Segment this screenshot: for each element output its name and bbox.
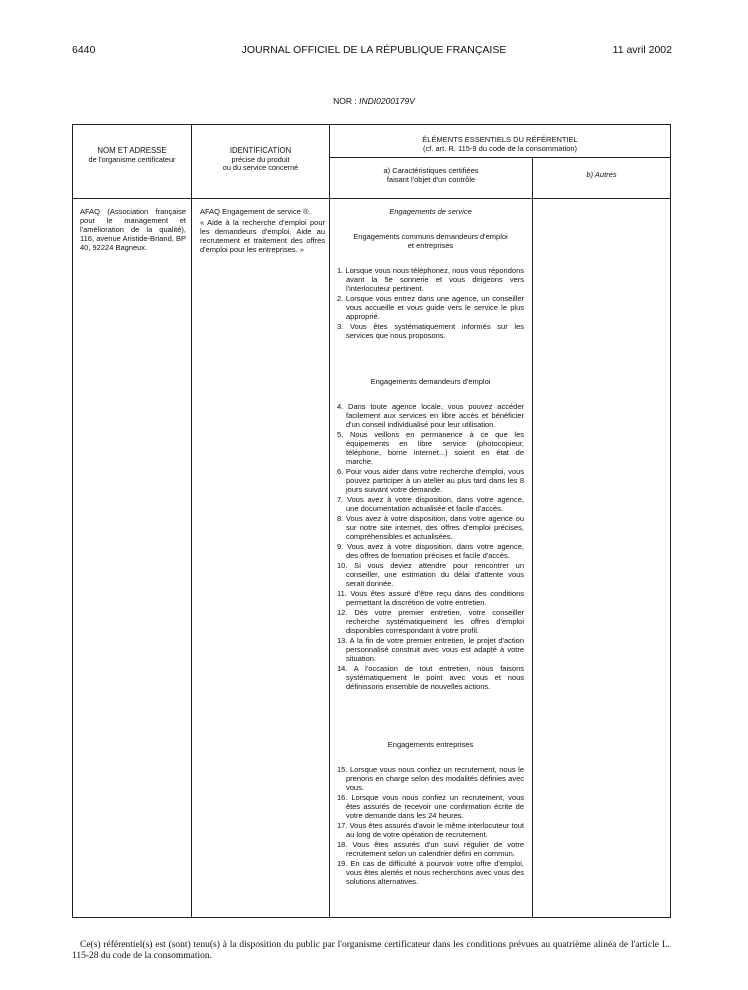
subheader-caracteristiques-line2: faisant l'objet d'un contrôle [386,175,476,184]
list-item: 8. Vous avez à votre disposition, dans votre agence ou sur notre site internet, des offres d'emploi précises, compréhensibles et actualisées. [337,514,524,541]
column-header-organisme [73,125,192,199]
subheader-autres: b) Autres [533,158,671,199]
list-item: 19. En cas de difficulté à pourvoir votre offre d'emploi, vous êtes alertés et nous recherchons avec vous des solutions alternatives. [337,859,524,886]
column-header-identification-line1: IDENTIFICATION [229,146,292,155]
subheader-caracteristiques [330,158,533,199]
publication-date: 11 avril 2002 [612,44,672,56]
organisme-text: AFAQ (Association française pour le management et l'amélioration de la qualité), 116, avenue Aristide-Briand, BP 40, 92224 Bagneux. [80,207,186,252]
group3-title: Engagements entreprises [387,740,474,749]
list-item: 11. Vous êtes assuré d'être reçu dans des conditions permettant la discrétion de votre entretien. [337,589,524,607]
list-item: 13. A la fin de votre premier entretien, le projet d'action personnalisé construit avec vous est adapté à votre situation. [337,636,524,663]
group1-title-line2: et entreprises [407,241,454,250]
identification-text: « Aide à la recherche d'emploi pour les demandeurs d'emploi. Aide au recrutement et traitement des offres d'emploi pour les entreprises. » [200,218,325,254]
footer-note: Ce(s) référentiel(s) est (sont) tenu(s) à la disposition du public par l'organisme certificateur dans les conditions prévues au quatrième alinéa de l'article L. 115-28 du code de la consommation. [72,940,670,961]
list-item: 3. Vous êtes systématiquement informés sur les services que nous proposons. [337,322,524,340]
list-item: 5. Nous veillons en permanence à ce que les équipements en libre service (photocopieur, téléphone, borne internet...) soient en état de marche. [337,430,524,466]
page-number: 6440 [72,44,96,56]
column-header-identification-line2: précise du produit [231,154,290,164]
autres-cell [533,199,671,918]
column-header-identification-line3: ou du service concerné [222,163,299,172]
column-header-elements-line1: ÉLÉMENTS ESSENTIELS DU RÉFÉRENTIEL [422,135,578,144]
list-item: 9. Vous avez à votre disposition, dans votre agence, des offres de formation précises et facile d'accès. [337,542,524,560]
organisme-cell [73,199,192,918]
caracteristiques-cell [330,199,533,918]
group2-title: Engagements demandeurs d'emploi [370,377,491,386]
list-item: 16. Lorsque vous nous confiez un recrutement, vous êtes assurés de recevoir une confirmation écrite de votre demande dans les 24 heures. [337,793,524,820]
column-header-elements [330,125,671,158]
list-item: 14. A l'occasion de tout entretien, nous faisons systématiquement le point avec vous et nous définissons ensemble de nouvelles actions. [337,664,524,691]
subheader-caracteristiques-line1: a) Caractéristiques certifiées [383,166,479,175]
group2-list [337,402,524,691]
list-item: 4. Dans toute agence locale, vous pouvez accéder facilement aux services en libre accès et bénéficier d'un conseil individualisé pour leur utilisation. [337,402,524,429]
column-header-elements-line2: (cf. art. R. 115-9 du code de la consommation) [422,144,578,153]
referentiel-table [72,124,671,918]
column-header-identification [192,125,330,199]
nor-reference [0,96,748,106]
list-item: 18. Vous êtes assurés d'un suivi régulier de votre recrutement selon un calendrier défini en commun. [337,840,524,858]
column-header-organisme-line2: de l'organisme certificateur [88,154,176,164]
list-item: 10. Si vous deviez attendre pour rencontrer un conseiller, une estimation du délai d'attente vous serait donnée. [337,561,524,588]
list-item: 1. Lorsque vous nous téléphonez, nous vous répondons avant la 5e sonnerie et vous dirigeons vers l'interlocuteur pertinent. [337,266,524,293]
list-item: 12. Dès votre premier entretien, votre conseiller recherche systématiquement les offres d'emploi disponibles correspondant à votre profil. [337,608,524,635]
identification-title: AFAQ Engagement de service ®. [200,207,311,216]
list-item: 2. Lorsque vous entrez dans une agence, un conseiller vous accueille et vous guide vers le service le plus approprié. [337,294,524,321]
list-item: 15. Lorsque vous nous confiez un recrutement, nous le prenons en charge selon des modalités définies avec vous. [337,765,524,792]
group1-list [337,266,524,340]
journal-title: JOURNAL OFFICIEL DE LA RÉPUBLIQUE FRANÇAISE [241,44,507,56]
nor-code: INDI0200179V [359,96,415,106]
list-item: 7. Vous avez à votre disposition, dans votre agence, une documentation actualisée et facile d'accès. [337,495,524,513]
group1-title-line1: Engagements communs demandeurs d'emploi [353,232,508,241]
nor-label: NOR : [333,96,357,106]
group3-list [337,765,524,886]
list-item: 6. Pour vous aider dans votre recherche d'emploi, vous pouvez participer à un atelier au plus tard dans les 8 jours suivant votre demande. [337,467,524,494]
identification-cell [192,199,330,918]
column-header-organisme-line1: NOM ET ADRESSE [97,146,167,155]
group1-title [337,232,524,250]
list-item: 17. Vous êtes assurés d'avoir le même interlocuteur tout au long de votre opération de recrutement. [337,821,524,839]
section-title: Engagements de service [389,207,472,216]
